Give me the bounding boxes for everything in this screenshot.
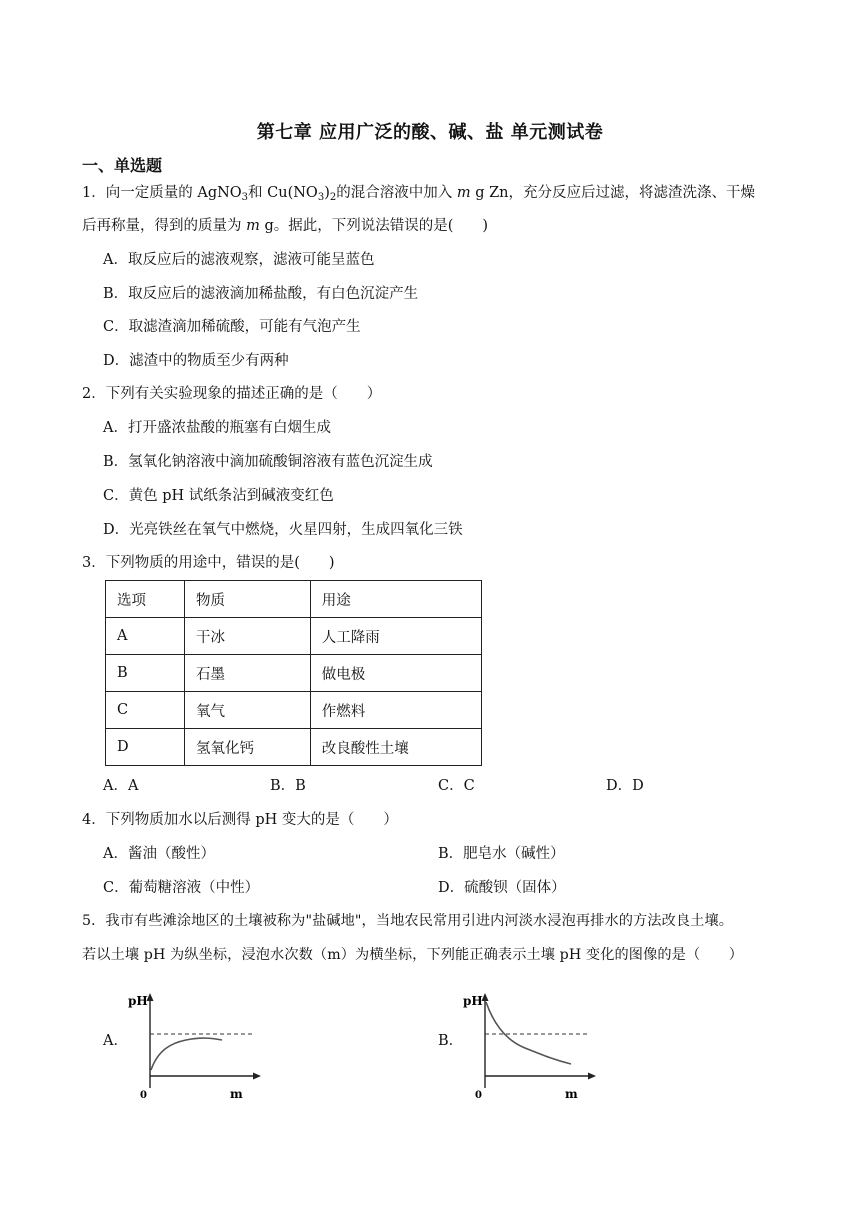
q1-option-b[interactable]: B．取反应后的滤液滴加稀盐酸，有白色沉淀产生 <box>103 286 419 302</box>
q4-option-c[interactable]: C．葡萄糖溶液（中性） <box>103 880 260 896</box>
q5-option-b-label[interactable]: B． <box>438 1033 464 1049</box>
question-number: 1． <box>82 185 106 201</box>
ph-curve <box>151 1038 222 1070</box>
q5-option-a-label[interactable]: A． <box>103 1033 128 1049</box>
q1-text-f: 后再称量，得到的质量为 <box>82 218 247 234</box>
table-cell: B <box>106 655 185 692</box>
q5-graph-b[interactable] <box>461 988 601 1104</box>
table-header-cell: 选项 <box>106 581 185 618</box>
table-cell: 干冰 <box>185 618 311 655</box>
table-cell: 作燃料 <box>310 692 481 729</box>
y-axis-label: pH <box>463 994 483 1008</box>
q4-option-b[interactable]: B．肥皂水（碱性） <box>438 846 565 862</box>
question-1-line-2 <box>82 216 488 236</box>
q4-option-a[interactable]: A．酱油（酸性） <box>103 846 215 862</box>
q3-option-b[interactable]: B．B <box>270 778 306 794</box>
question-1-line-1 <box>82 183 755 203</box>
table-cell: 做电极 <box>310 655 481 692</box>
usage-table <box>105 580 482 766</box>
table-cell: 氧气 <box>185 692 311 729</box>
page-title: 第七章 应用广泛的酸、碱、盐 单元测试卷 <box>256 122 604 143</box>
section-heading: 一、单选题 <box>82 156 163 175</box>
q1-subscript: 3 <box>317 192 325 203</box>
table-header-cell: 物质 <box>185 581 311 618</box>
q1-variable-m: m <box>246 218 260 234</box>
q1-text-b: 和 Cu(NO <box>248 185 318 201</box>
q4-option-d[interactable]: D．硫酸钡（固体） <box>438 880 566 896</box>
q1-variable-m: m <box>456 185 471 201</box>
origin-label: 0 <box>475 1090 482 1100</box>
x-axis-arrow-icon <box>588 1073 596 1080</box>
q3-option-a[interactable]: A．A <box>103 778 139 794</box>
question-3: 3．下列物质的用途中，错误的是( ) <box>82 555 335 571</box>
table-cell: C <box>106 692 185 729</box>
table-row <box>106 618 482 655</box>
q1-option-d[interactable]: D．滤渣中的物质至少有两种 <box>103 353 289 369</box>
x-axis-label: m <box>565 1087 578 1100</box>
question-5-line-1: 5．我市有些滩涂地区的土壤被称为"盐碱地"，当地农民常用引进内河淡水浸泡再排水的方法改良土壤。 <box>82 913 734 929</box>
question-2: 2．下列有关实验现象的描述正确的是（ ） <box>82 386 382 402</box>
q1-subscript: 3 <box>241 192 249 203</box>
q3-option-d[interactable]: D．D <box>606 778 644 794</box>
table-cell: 氢氧化钙 <box>185 729 311 766</box>
table-cell: 人工降雨 <box>310 618 481 655</box>
x-axis-label: m <box>230 1087 243 1100</box>
question-4: 4．下列物质加水以后测得 pH 变大的是（ ） <box>82 812 398 828</box>
q1-text-c: ) <box>324 185 330 201</box>
table-cell: D <box>106 729 185 766</box>
q1-option-c[interactable]: C．取滤渣滴加稀硫酸，可能有气泡产生 <box>103 319 361 335</box>
origin-label: 0 <box>140 1090 147 1100</box>
x-axis-arrow-icon <box>253 1073 261 1080</box>
table-cell: 改良酸性土壤 <box>310 729 481 766</box>
q1-subscript: 2 <box>329 192 337 203</box>
q5-graph-a[interactable] <box>126 988 266 1104</box>
q1-text-d: 的混合溶液中加入 <box>336 185 457 201</box>
ph-curve <box>486 1002 571 1064</box>
table-header-row <box>106 581 482 618</box>
q2-option-a[interactable]: A．打开盛浓盐酸的瓶塞有白烟生成 <box>103 420 331 436</box>
table-header-cell: 用途 <box>310 581 481 618</box>
table-row <box>106 655 482 692</box>
q2-option-c[interactable]: C．黄色 pH 试纸条沾到碱液变红色 <box>103 488 334 504</box>
table-cell: 石墨 <box>185 655 311 692</box>
y-axis-label: pH <box>128 994 148 1008</box>
q1-text-e: g Zn，充分反应后过滤，将滤渣洗涤、干燥 <box>470 185 756 201</box>
q1-text-g: g。据此，下列说法错误的是( ) <box>259 218 489 234</box>
q3-option-c[interactable]: C．C <box>438 778 475 794</box>
table-row <box>106 692 482 729</box>
question-5-line-2: 若以土壤 pH 为纵坐标，浸泡水次数（m）为横坐标，下列能正确表示土壤 pH 变化的图像的是（ ） <box>82 947 744 963</box>
q2-option-b[interactable]: B．氢氧化钠溶液中滴加硫酸铜溶液有蓝色沉淀生成 <box>103 454 433 470</box>
q1-text-a: 向一定质量的 AgNO <box>105 185 242 201</box>
q2-option-d[interactable]: D．光亮铁丝在氧气中燃烧，火星四射，生成四氧化三铁 <box>103 522 463 538</box>
table-row <box>106 729 482 766</box>
table-cell: A <box>106 618 185 655</box>
q1-option-a[interactable]: A．取反应后的滤液观察，滤液可能呈蓝色 <box>103 252 375 268</box>
